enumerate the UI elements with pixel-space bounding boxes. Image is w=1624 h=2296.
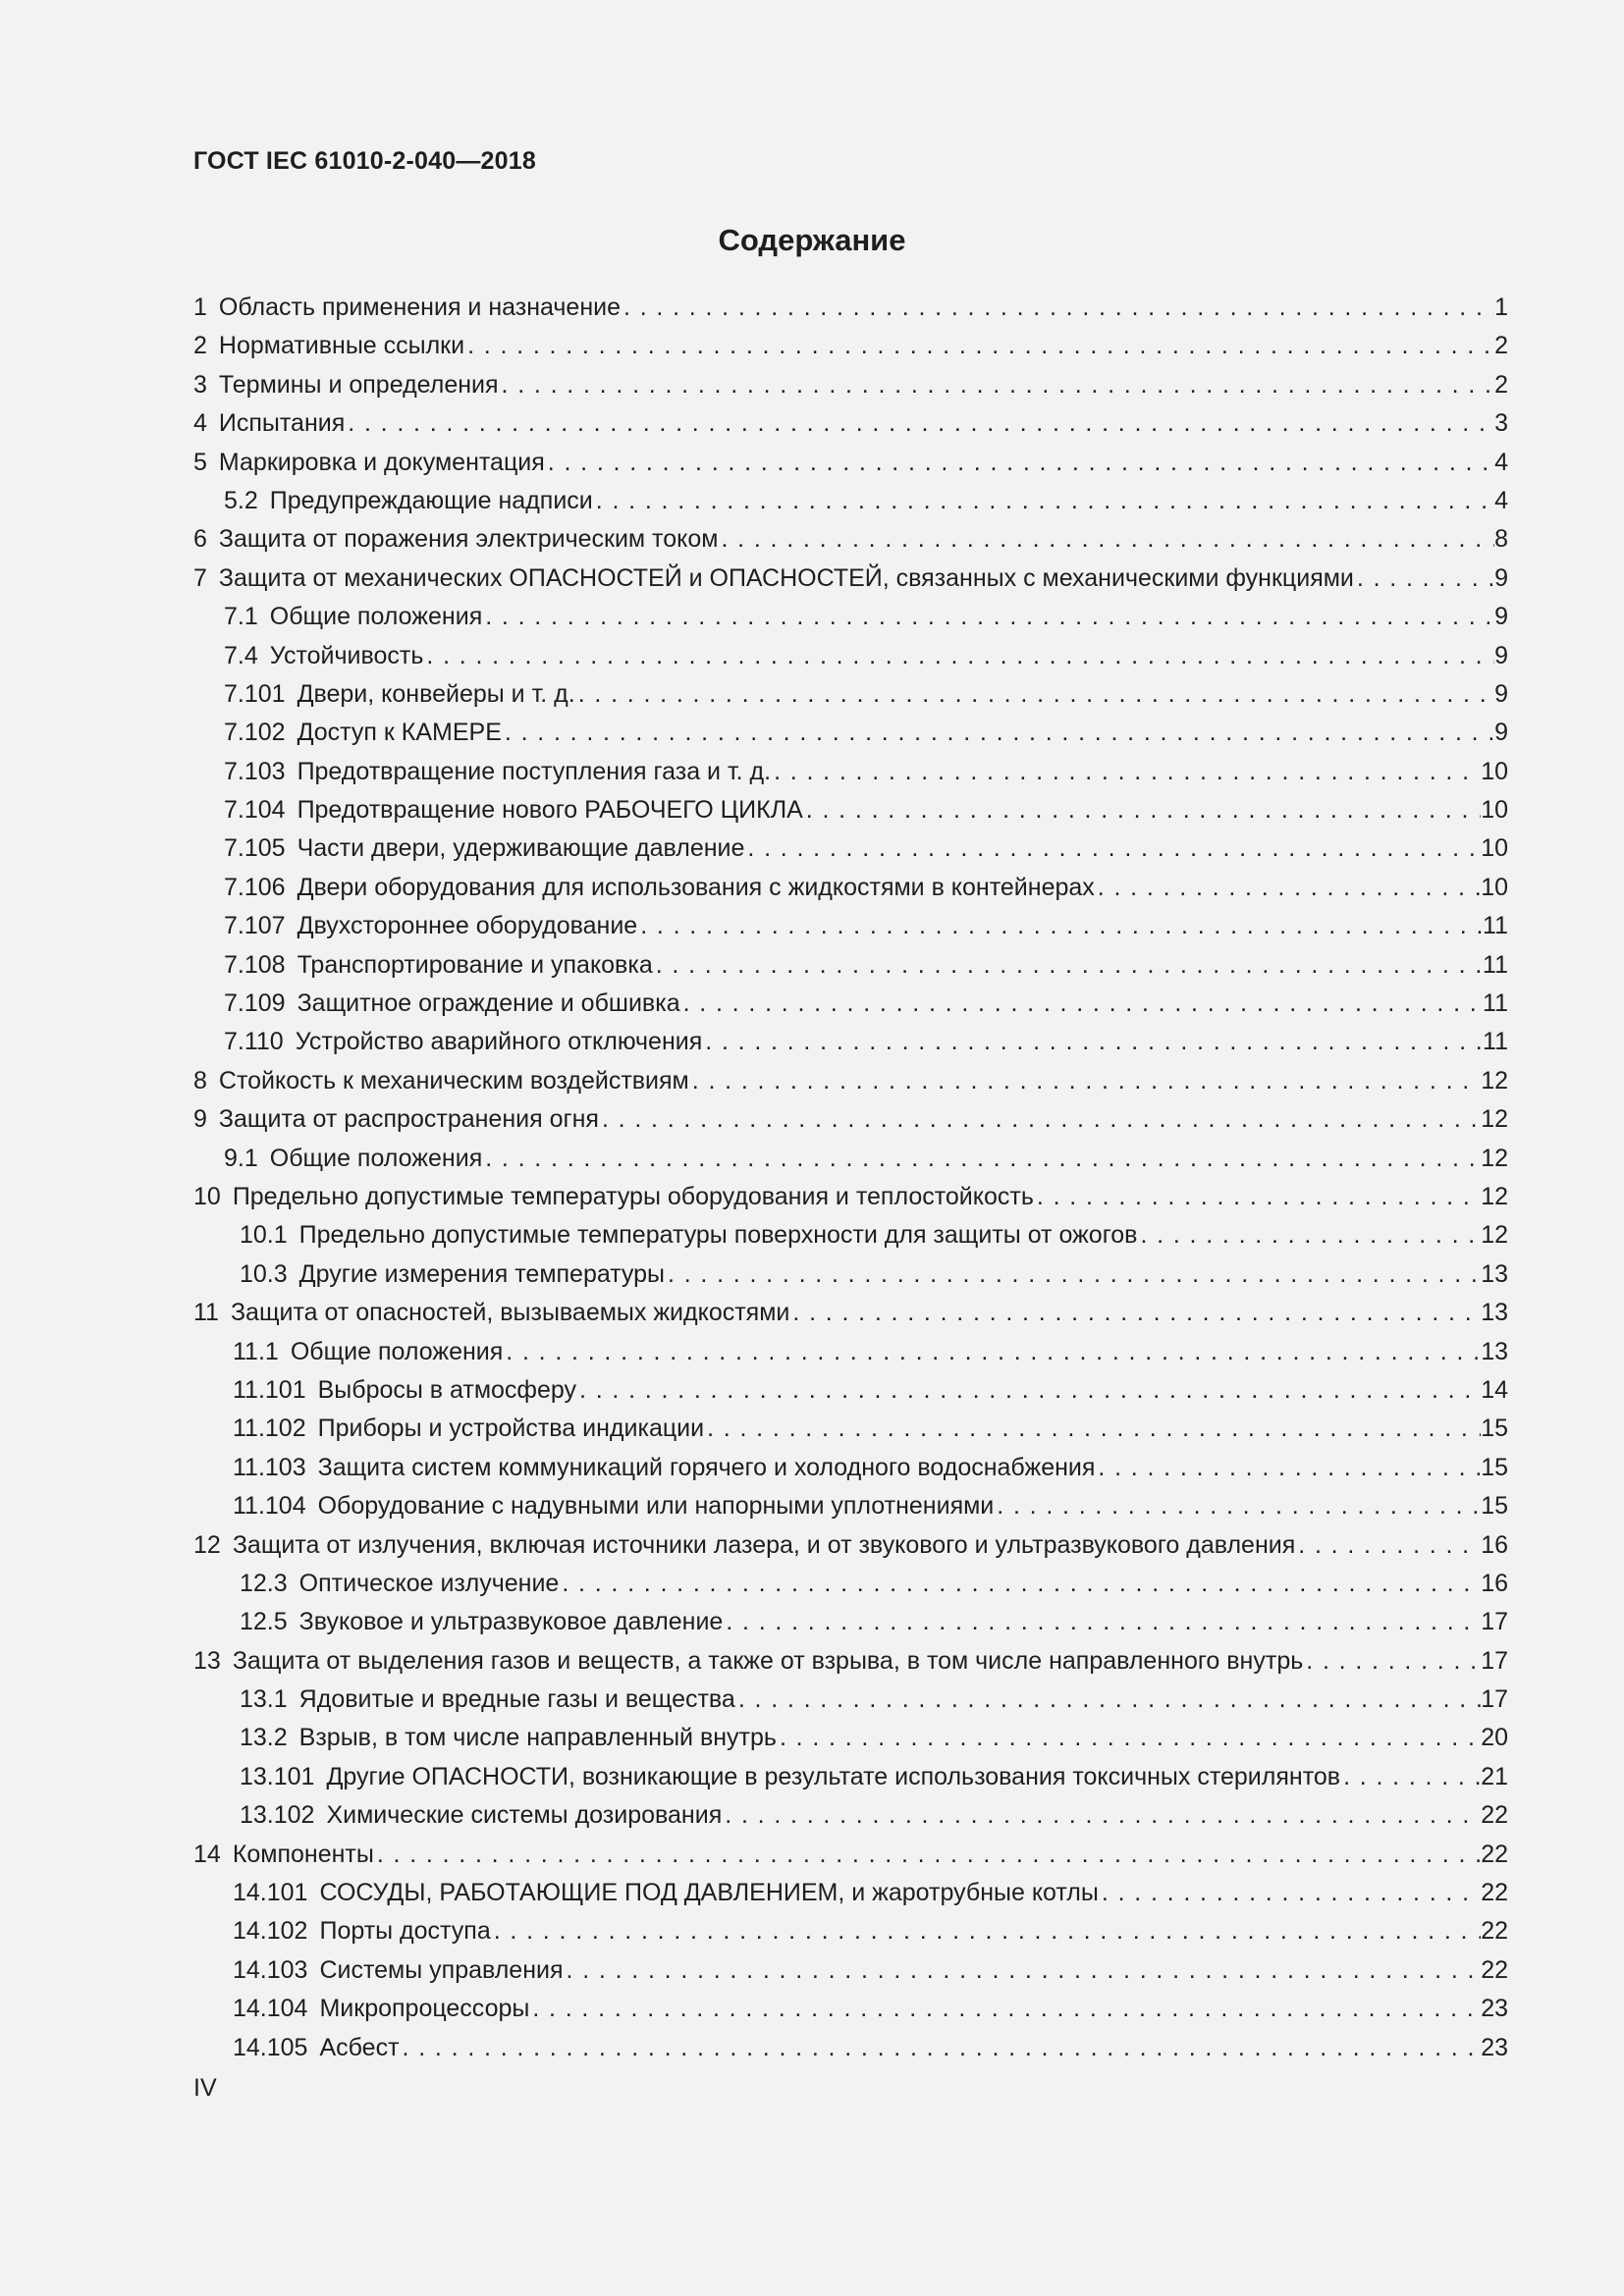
toc-entry-page: 23 — [1481, 1995, 1508, 2023]
toc-entry-page: 13 — [1481, 1259, 1508, 1288]
toc-dot-leader — [803, 791, 1481, 829]
toc-entry-title: Двери, конвейеры и т. д. — [297, 679, 575, 708]
toc-dot-leader — [559, 1565, 1481, 1603]
toc-entry[interactable] — [193, 1100, 1508, 1139]
toc-entry[interactable] — [193, 366, 1508, 404]
toc-entry-title: Предотвращение поступления газа и т. д. — [297, 757, 772, 785]
toc-entry-title: Компоненты — [232, 1840, 374, 1868]
toc-entry[interactable] — [193, 1449, 1508, 1487]
toc-dot-leader — [502, 714, 1494, 752]
toc-entry-title: Двери оборудования для использования с жидкостями в контейнерах — [297, 873, 1095, 901]
toc-entry[interactable] — [193, 1178, 1508, 1216]
toc-entry[interactable] — [193, 1719, 1508, 1757]
toc-dot-leader — [994, 1487, 1481, 1525]
toc-entry[interactable] — [193, 829, 1508, 868]
toc-entry[interactable] — [193, 985, 1508, 1023]
toc-entry-title: Части двери, удерживающие давление — [297, 834, 745, 863]
toc-entry-title: Микропроцессоры — [319, 1995, 530, 2023]
toc-dot-leader — [593, 482, 1494, 520]
toc-entry-title: Доступ к КАМЕРЕ — [297, 719, 502, 747]
toc-entry[interactable] — [193, 2029, 1508, 2067]
table-of-contents — [193, 289, 1508, 2067]
toc-entry-number: 11.104 — [233, 1492, 306, 1521]
toc-entry-page: 21 — [1481, 1762, 1508, 1790]
toc-dot-leader — [576, 1371, 1481, 1410]
toc-title: Содержание — [718, 223, 906, 257]
toc-entry-number: 7.103 — [224, 757, 286, 785]
toc-entry-page: 9 — [1494, 679, 1508, 708]
toc-entry-title: Оборудование с надувными или напорными уплотнениями — [317, 1492, 995, 1521]
toc-entry[interactable] — [193, 1294, 1508, 1332]
toc-entry-number: 5.2 — [224, 486, 258, 514]
toc-entry[interactable] — [193, 1951, 1508, 1990]
toc-entry-page: 22 — [1481, 1879, 1508, 1907]
toc-entry-page: 14 — [1481, 1375, 1508, 1404]
toc-entry-title: Звуковое и ультразвуковое давление — [298, 1608, 724, 1636]
toc-entry-title: Защита от излучения, включая источники лазера, и от звукового и ультразвукового давления — [232, 1530, 1296, 1559]
toc-entry-page: 12 — [1481, 1182, 1508, 1210]
toc-entry[interactable] — [193, 675, 1508, 714]
toc-entry-number: 7.101 — [224, 679, 286, 708]
toc-entry-page: 10 — [1481, 834, 1508, 863]
toc-dot-leader — [735, 1681, 1481, 1719]
toc-entry-title: Двухстороннее оборудование — [297, 912, 638, 940]
toc-entry-number: 14.102 — [233, 1917, 308, 1946]
toc-entry-number: 7.106 — [224, 873, 286, 901]
toc-entry-number: 12.3 — [240, 1569, 288, 1597]
toc-entry[interactable] — [193, 560, 1508, 598]
toc-entry-number: 11 — [193, 1299, 219, 1327]
toc-dot-leader — [374, 1836, 1481, 1874]
toc-dot-leader — [482, 598, 1494, 636]
toc-entry[interactable] — [193, 946, 1508, 985]
toc-entry-title: Взрыв, в том числе направленный внутрь — [298, 1724, 777, 1752]
toc-entry-number: 7.109 — [224, 989, 286, 1018]
toc-entry-title: Предельно допустимые температуры оборудования и теплостойкость — [232, 1182, 1034, 1210]
toc-entry-page: 11 — [1483, 1028, 1508, 1056]
toc-entry-page: 12 — [1481, 1221, 1508, 1250]
toc-entry[interactable] — [193, 1836, 1508, 1874]
toc-dot-leader — [1095, 1449, 1481, 1487]
toc-entry[interactable] — [193, 289, 1508, 327]
toc-entry-number: 2 — [193, 332, 207, 360]
toc-entry-title: Общие положения — [290, 1337, 504, 1365]
toc-entry-page: 11 — [1483, 912, 1508, 940]
toc-entry[interactable] — [193, 1371, 1508, 1410]
toc-entry[interactable] — [193, 404, 1508, 443]
toc-entry[interactable] — [193, 869, 1508, 907]
toc-entry-title: Предотвращение нового РАБОЧЕГО ЦИКЛА — [297, 796, 803, 825]
toc-entry-page: 13 — [1481, 1337, 1508, 1365]
toc-entry[interactable] — [193, 1912, 1508, 1950]
toc-entry[interactable] — [193, 520, 1508, 559]
toc-entry-page: 22 — [1481, 1955, 1508, 1984]
toc-entry-title: Устойчивость — [269, 641, 424, 669]
toc-entry-number: 8 — [193, 1066, 207, 1095]
toc-entry-title: Маркировка и документация — [218, 448, 545, 476]
toc-entry-title: Термины и определения — [218, 370, 499, 399]
toc-entry[interactable] — [193, 1410, 1508, 1448]
toc-dot-leader — [491, 1912, 1481, 1950]
toc-entry[interactable] — [193, 1990, 1508, 2028]
toc-entry-page: 8 — [1494, 525, 1508, 554]
toc-entry-number: 14.101 — [233, 1879, 308, 1907]
toc-entry-page: 15 — [1481, 1415, 1508, 1443]
toc-entry-page: 17 — [1481, 1685, 1508, 1714]
toc-dot-leader — [564, 1951, 1482, 1990]
toc-entry-page: 17 — [1481, 1608, 1508, 1636]
toc-entry-title: СОСУДЫ, РАБОТАЮЩИЕ ПОД ДАВЛЕНИЕМ, и жаротрубные котлы — [319, 1879, 1099, 1907]
toc-entry-page: 15 — [1481, 1492, 1508, 1521]
toc-entry-title: Область применения и назначение — [218, 294, 621, 321]
toc-entry[interactable] — [193, 1681, 1508, 1719]
toc-entry-page: 17 — [1481, 1646, 1508, 1675]
toc-entry-title: Защита систем коммуникаций горячего и холодного водоснабжения — [317, 1453, 1096, 1481]
toc-entry-page: 12 — [1481, 1066, 1508, 1095]
toc-dot-leader — [423, 637, 1494, 675]
toc-entry-title: Порты доступа — [319, 1917, 491, 1946]
toc-entry-page: 16 — [1481, 1569, 1508, 1597]
toc-entry-title: Защита от распространения огня — [218, 1105, 599, 1134]
toc-entry-number: 7.105 — [224, 834, 286, 863]
toc-entry-number: 11.102 — [233, 1415, 306, 1443]
toc-entry-number: 12.5 — [240, 1608, 288, 1636]
toc-entry[interactable] — [193, 327, 1508, 365]
toc-dot-leader — [665, 1255, 1481, 1294]
toc-dot-leader — [723, 1603, 1481, 1641]
toc-entry-number: 7.110 — [224, 1028, 284, 1056]
toc-entry-number: 14.103 — [233, 1955, 308, 1984]
toc-dot-leader — [722, 1796, 1481, 1835]
toc-dot-leader — [1303, 1642, 1481, 1681]
toc-entry-title: Выбросы в атмосферу — [317, 1375, 577, 1404]
toc-entry-number: 14.105 — [233, 2033, 308, 2061]
toc-dot-leader — [777, 1719, 1481, 1757]
toc-dot-leader — [345, 404, 1494, 443]
toc-dot-leader — [1137, 1216, 1481, 1255]
toc-dot-leader — [575, 675, 1494, 714]
toc-entry-number: 11.1 — [233, 1337, 279, 1365]
toc-entry-number: 10.3 — [240, 1259, 288, 1288]
toc-entry-title: Предупреждающие надписи — [269, 486, 593, 514]
toc-entry-title: Транспортирование и упаковка — [297, 950, 653, 979]
toc-entry[interactable] — [193, 791, 1508, 829]
toc-entry-page: 4 — [1494, 448, 1508, 476]
toc-entry-number: 5 — [193, 448, 207, 476]
toc-entry-page: 13 — [1481, 1299, 1508, 1327]
toc-dot-leader — [789, 1294, 1481, 1332]
toc-dot-leader — [1354, 560, 1494, 598]
toc-entry[interactable] — [193, 482, 1508, 520]
toc-entry-title: Предельно допустимые температуры поверхности для защиты от ожогов — [298, 1221, 1138, 1250]
toc-entry-title: Защита от поражения электрическим током — [218, 525, 719, 554]
toc-entry-number: 11.103 — [233, 1453, 306, 1481]
toc-dot-leader — [689, 1062, 1481, 1100]
toc-entry-page: 12 — [1481, 1144, 1508, 1172]
toc-entry-title: Оптическое излучение — [298, 1569, 560, 1597]
toc-entry-page: 10 — [1481, 873, 1508, 901]
toc-entry-title: Химические системы дозирования — [326, 1801, 723, 1830]
toc-entry-number: 7.1 — [224, 603, 258, 631]
toc-entry-number: 10 — [193, 1182, 221, 1210]
toc-entry[interactable] — [193, 598, 1508, 636]
toc-entry-page: 11 — [1483, 950, 1508, 979]
page-number: IV — [193, 2074, 217, 2102]
toc-entry-page: 12 — [1481, 1105, 1508, 1134]
toc-entry-title: Асбест — [319, 2033, 400, 2061]
toc-dot-leader — [482, 1140, 1481, 1178]
toc-entry-title: Нормативные ссылки — [218, 332, 465, 360]
toc-dot-leader — [1295, 1526, 1481, 1565]
toc-entry[interactable] — [193, 1642, 1508, 1681]
toc-entry[interactable] — [193, 1216, 1508, 1255]
toc-entry-page: 1 — [1494, 294, 1508, 321]
toc-entry[interactable] — [193, 1333, 1508, 1371]
toc-entry-number: 1 — [193, 294, 207, 321]
toc-entry-title: Защита от выделения газов и веществ, а также от взрыва, в том числе направленного внутрь — [232, 1646, 1304, 1675]
toc-entry-number: 6 — [193, 525, 207, 554]
toc-entry-page: 16 — [1481, 1530, 1508, 1559]
toc-entry-number: 14 — [193, 1840, 221, 1868]
toc-entry-title: Стойкость к механическим воздействиям — [218, 1066, 689, 1095]
toc-entry-page: 22 — [1481, 1801, 1508, 1830]
toc-entry-page: 15 — [1481, 1453, 1508, 1481]
toc-entry-title: Системы управления — [319, 1955, 564, 1984]
toc-dot-leader — [621, 289, 1494, 327]
toc-dot-leader — [637, 907, 1483, 945]
toc-entry-page: 20 — [1481, 1724, 1508, 1752]
toc-entry[interactable] — [193, 1603, 1508, 1641]
toc-entry[interactable] — [193, 1565, 1508, 1603]
toc-entry-title: Другие измерения температуры — [298, 1259, 666, 1288]
toc-entry-page: 3 — [1494, 409, 1508, 438]
toc-entry[interactable] — [193, 637, 1508, 675]
toc-entry-page: 9 — [1494, 641, 1508, 669]
toc-dot-leader — [499, 366, 1495, 404]
toc-entry[interactable] — [193, 753, 1508, 791]
toc-entry-number: 9.1 — [224, 1144, 258, 1172]
toc-entry-number: 3 — [193, 370, 207, 399]
toc-entry-title: Общие положения — [269, 603, 483, 631]
toc-entry-title: Защита от механических ОПАСНОСТЕЙ и ОПАСНОСТЕЙ, связанных с механическими функциями — [218, 563, 1354, 592]
toc-dot-leader — [400, 2029, 1482, 2067]
toc-entry[interactable] — [193, 1487, 1508, 1525]
toc-entry-title: Приборы и устройства индикации — [317, 1415, 705, 1443]
toc-entry[interactable] — [193, 1140, 1508, 1178]
toc-dot-leader — [680, 985, 1483, 1023]
toc-entry-number: 7.102 — [224, 719, 286, 747]
toc-entry-number: 7.107 — [224, 912, 286, 940]
toc-entry-number: 13.101 — [240, 1762, 315, 1790]
toc-entry-title: Защитное ограждение и обшивка — [297, 989, 680, 1018]
toc-dot-leader — [771, 753, 1481, 791]
toc-dot-leader — [1099, 1874, 1481, 1912]
toc-entry-page: 9 — [1494, 563, 1508, 592]
toc-entry[interactable] — [193, 1062, 1508, 1100]
toc-entry-page: 9 — [1494, 719, 1508, 747]
toc-entry-number: 7 — [193, 563, 207, 592]
toc-entry-title: Защита от опасностей, вызываемых жидкостями — [230, 1299, 790, 1327]
toc-entry-number: 13.2 — [240, 1724, 288, 1752]
toc-entry-title: Общие положения — [269, 1144, 483, 1172]
toc-dot-leader — [529, 1990, 1481, 2028]
toc-dot-leader — [653, 946, 1483, 985]
toc-entry-title: Устройство аварийного отключения — [295, 1028, 703, 1056]
toc-entry-title: Ядовитые и вредные газы и вещества — [298, 1685, 735, 1714]
toc-entry[interactable] — [193, 907, 1508, 945]
toc-entry[interactable] — [193, 1526, 1508, 1565]
toc-entry-number: 9 — [193, 1105, 207, 1134]
toc-dot-leader — [1034, 1178, 1481, 1216]
toc-entry-number: 7.4 — [224, 641, 258, 669]
toc-entry[interactable] — [193, 1758, 1508, 1796]
toc-entry[interactable] — [193, 714, 1508, 752]
standard-designation: ГОСТ IEC 61010-2-040—2018 — [193, 147, 536, 175]
toc-entry-number: 7.104 — [224, 796, 286, 825]
toc-entry-page: 11 — [1483, 989, 1508, 1018]
toc-entry-number: 4 — [193, 409, 207, 438]
toc-entry-number: 13.102 — [240, 1801, 315, 1830]
toc-dot-leader — [545, 444, 1494, 482]
toc-entry-number: 10.1 — [240, 1221, 288, 1250]
toc-entry-page: 22 — [1481, 1917, 1508, 1946]
toc-dot-leader — [702, 1023, 1483, 1061]
toc-entry-page: 10 — [1481, 757, 1508, 785]
toc-dot-leader — [464, 327, 1494, 365]
toc-dot-leader — [718, 520, 1494, 559]
toc-entry-number: 11.101 — [233, 1375, 306, 1404]
toc-entry-number: 14.104 — [233, 1995, 308, 2023]
toc-entry-number: 13.1 — [240, 1685, 288, 1714]
toc-entry[interactable] — [193, 1023, 1508, 1061]
toc-entry-page: 22 — [1481, 1840, 1508, 1868]
toc-entry[interactable] — [193, 1874, 1508, 1912]
toc-entry[interactable] — [193, 1255, 1508, 1294]
toc-entry[interactable] — [193, 444, 1508, 482]
toc-entry-title: Другие ОПАСНОСТИ, возникающие в результате использования токсичных стерилянтов — [326, 1762, 1341, 1790]
toc-entry-number: 7.108 — [224, 950, 286, 979]
toc-entry-page: 23 — [1481, 2033, 1508, 2061]
toc-entry-number: 13 — [193, 1646, 221, 1675]
toc-dot-leader — [744, 829, 1481, 868]
toc-entry-page: 10 — [1481, 796, 1508, 825]
toc-dot-leader — [599, 1100, 1481, 1139]
toc-entry-page: 2 — [1494, 332, 1508, 360]
toc-dot-leader — [704, 1410, 1481, 1448]
toc-entry-title: Испытания — [218, 409, 346, 438]
toc-dot-leader — [1095, 869, 1481, 907]
toc-entry-page: 9 — [1494, 603, 1508, 631]
toc-entry-page: 2 — [1494, 370, 1508, 399]
toc-dot-leader — [503, 1333, 1481, 1371]
toc-entry[interactable] — [193, 1796, 1508, 1835]
toc-entry-page: 4 — [1494, 486, 1508, 514]
toc-entry-number: 12 — [193, 1530, 221, 1559]
toc-dot-leader — [1340, 1758, 1481, 1796]
